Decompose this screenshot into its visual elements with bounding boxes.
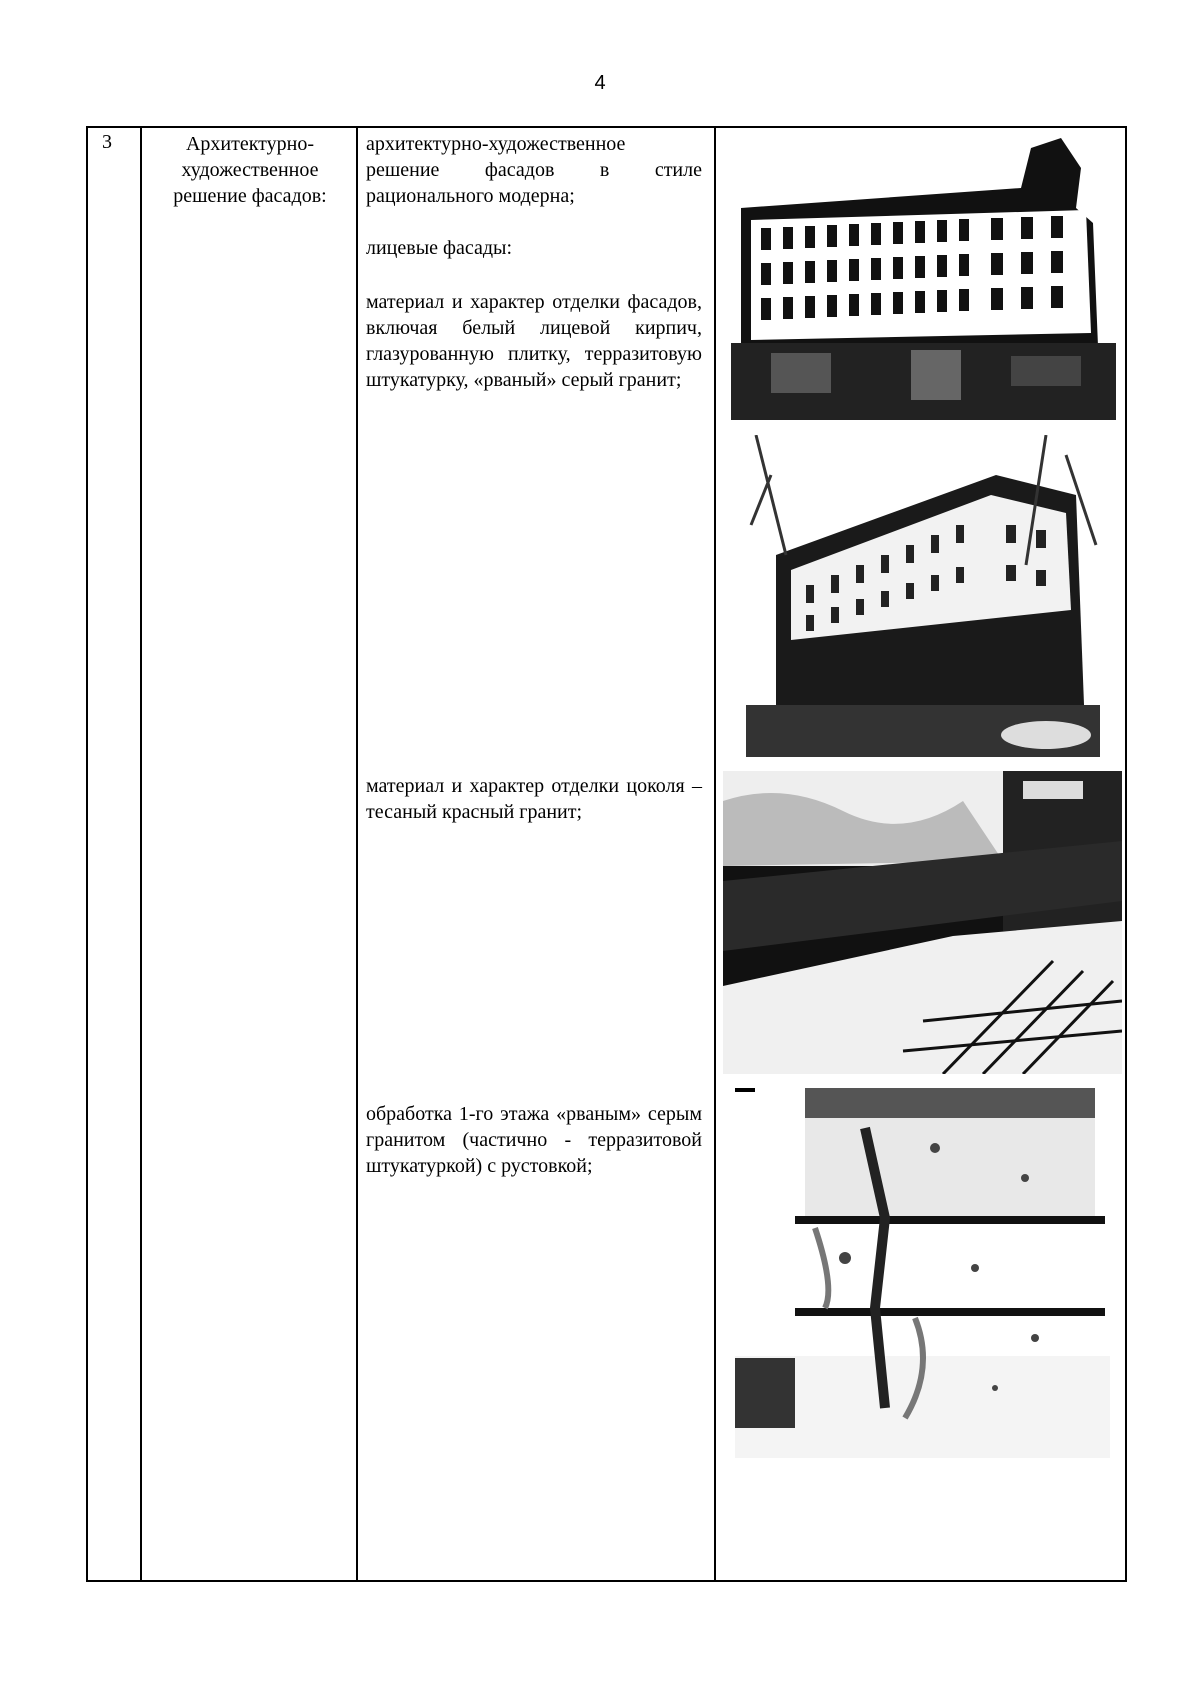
description-item: архитектурно-художественное решение фасадов в стиле рационального модерна; <box>366 133 702 207</box>
building-street-view-photo <box>746 435 1100 757</box>
ground-floor-granite-rustication-photo <box>735 1088 1110 1458</box>
section-title: Архитектурно- художественное решение фасадов: <box>173 133 327 207</box>
building-facade-photo <box>731 128 1116 420</box>
row-number: 3 <box>102 131 112 153</box>
heritage-table <box>86 126 1127 1582</box>
column-divider <box>140 128 142 1580</box>
description-item: материал и характер отделки фасадов, включая белый лицевой кирпич, глазурованную плитку, терразитовую штукатурку, «рваный» серый гранит; <box>366 291 702 391</box>
page-number: 4 <box>594 72 606 94</box>
column-divider <box>714 128 716 1580</box>
description-item: обработка 1-го этажа «рваным» серым гранитом (частично - терразитовой штукатуркой) с рустовкой; <box>366 1103 702 1177</box>
description-item: лицевые фасады: <box>366 237 513 259</box>
description-item: материал и характер отделки цоколя – тесаный красный гранит; <box>366 775 702 823</box>
plinth-granite-photo <box>723 771 1122 1074</box>
column-divider <box>356 128 358 1580</box>
